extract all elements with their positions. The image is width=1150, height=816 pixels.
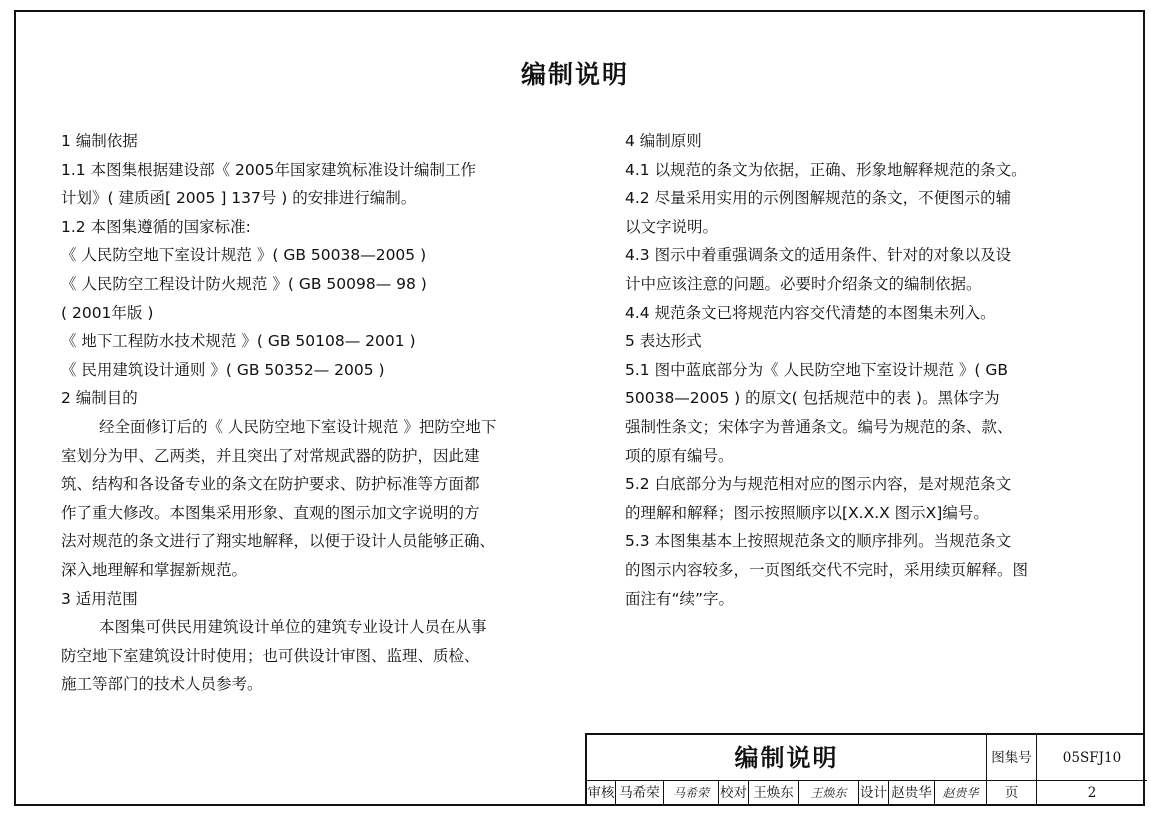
atlas-number-label: 图集号 <box>987 735 1037 781</box>
checker-signature: 王焕东 <box>799 781 859 806</box>
right-column-line: 面注有“续”字。 <box>625 589 735 608</box>
title-block <box>585 733 1145 806</box>
right-column-line: 50038—2005 ) 的原文( 包括规范中的表 )。黑体字为 <box>625 389 1000 408</box>
reviewer-signature: 马希荣 <box>664 781 719 806</box>
right-column-line: 的图示内容较多，一页图纸交代不完时，采用续页解释。图 <box>625 560 1029 579</box>
right-column-line: 项的原有编号。 <box>625 446 734 465</box>
left-column-line: 作了重大修改。本图集采用形象、直观的图示加文字说明的方 <box>61 503 480 522</box>
left-column-line: 《 民用建筑设计通则 》( GB 50352— 2005 ) <box>61 360 385 379</box>
left-column-line: 3 适用范围 <box>61 589 138 608</box>
checker-name: 王焕东 <box>749 781 799 806</box>
left-column-line: 2 编制目的 <box>61 389 138 408</box>
right-column-line: 5.2 白底部分为与规范相对应的图示内容，是对规范条文 <box>625 475 1012 494</box>
left-text-column <box>61 127 531 699</box>
right-text-column <box>625 127 1085 613</box>
reviewer-name: 马希荣 <box>616 781 664 806</box>
right-column-line: 5 表达形式 <box>625 332 702 351</box>
left-column-line: 计划》( 建质函[ 2005 ] 137号 ) 的安排进行编制。 <box>61 189 417 208</box>
page-number: 2 <box>1087 785 1097 801</box>
right-column-line: 4.4 规范条文已将规范内容交代清楚的本图集未列入。 <box>625 303 996 322</box>
left-column-line: 《 人民防空地下室设计规范 》( GB 50038—2005 ) <box>61 246 427 265</box>
right-column-line: 计中应该注意的问题。必要时介绍条文的编制依据。 <box>625 274 982 293</box>
left-column-line: 室划分为甲、乙两类，并且突出了对常规武器的防护，因此建 <box>61 446 480 465</box>
check-label: 校对 <box>719 781 749 806</box>
right-column-line: 强制性条文；宋体字为普通条文。编号为规范的条、款、 <box>625 417 1013 436</box>
atlas-number: 05SFJ10 <box>1037 735 1147 781</box>
right-column-line: 4 编制原则 <box>625 132 702 150</box>
page-label: 页 <box>987 781 1037 806</box>
left-column-line: 深入地理解和掌握新规范。 <box>61 560 248 579</box>
right-column-line: 4.1 以规范的条文为依据，正确、形象地解释规范的条文。 <box>625 160 1027 179</box>
left-column-line: 防空地下室建筑设计时使用；也可供设计审图、监理、质检、 <box>61 646 480 665</box>
right-column-line: 4.2 尽量采用实用的示例图解规范的条文，不便图示的辅 <box>625 189 1012 208</box>
left-column-line: 《 人民防空工程设计防火规范 》( GB 50098— 98 ) <box>61 274 427 293</box>
page-title: 编制说明 <box>520 60 629 89</box>
designer-signature: 赵贵华 <box>935 781 987 806</box>
left-column-line: 施工等部门的技术人员参考。 <box>61 675 263 694</box>
left-column-line: 筑、结构和各设备专业的条文在防护要求、防护标准等方面都 <box>61 475 480 494</box>
left-column-line: 法对规范的条文进行了翔实地解释，以便于设计人员能够正确、 <box>61 532 496 551</box>
left-column-line: 1.1 本图集根据建设部《 2005年国家建筑标准设计编制工作 <box>61 160 476 179</box>
left-column-line: 经全面修订后的《 人民防空地下室设计规范 》把防空地下 <box>99 417 497 436</box>
review-label: 审核 <box>587 781 616 806</box>
right-column-line: 的理解和解释；图示按照顺序以[X.X.X 图示X]编号。 <box>625 503 989 522</box>
left-column-line: 《 地下工程防水技术规范 》( GB 50108— 2001 ) <box>61 332 416 351</box>
designer-name: 赵贵华 <box>889 781 935 806</box>
left-column-line: ( 2001年版 ) <box>61 303 154 322</box>
title-block-drawing-name: 编制说明 <box>587 735 987 781</box>
left-column-line: 1.2 本图集遵循的国家标准: <box>61 217 251 236</box>
design-label: 设计 <box>859 781 889 806</box>
right-column-line: 4.3 图示中着重强调条文的适用条件、针对的对象以及设 <box>625 246 1012 265</box>
right-column-line: 5.3 本图集基本上按照规范条文的顺序排列。当规范条文 <box>625 532 1012 551</box>
right-column-line: 以文字说明。 <box>625 217 719 236</box>
left-column-line: 1 编制依据 <box>61 132 138 150</box>
left-column-line: 本图集可供民用建筑设计单位的建筑专业设计人员在从事 <box>99 618 487 637</box>
right-column-line: 5.1 图中蓝底部分为《 人民防空地下室设计规范 》( GB <box>625 360 1009 379</box>
